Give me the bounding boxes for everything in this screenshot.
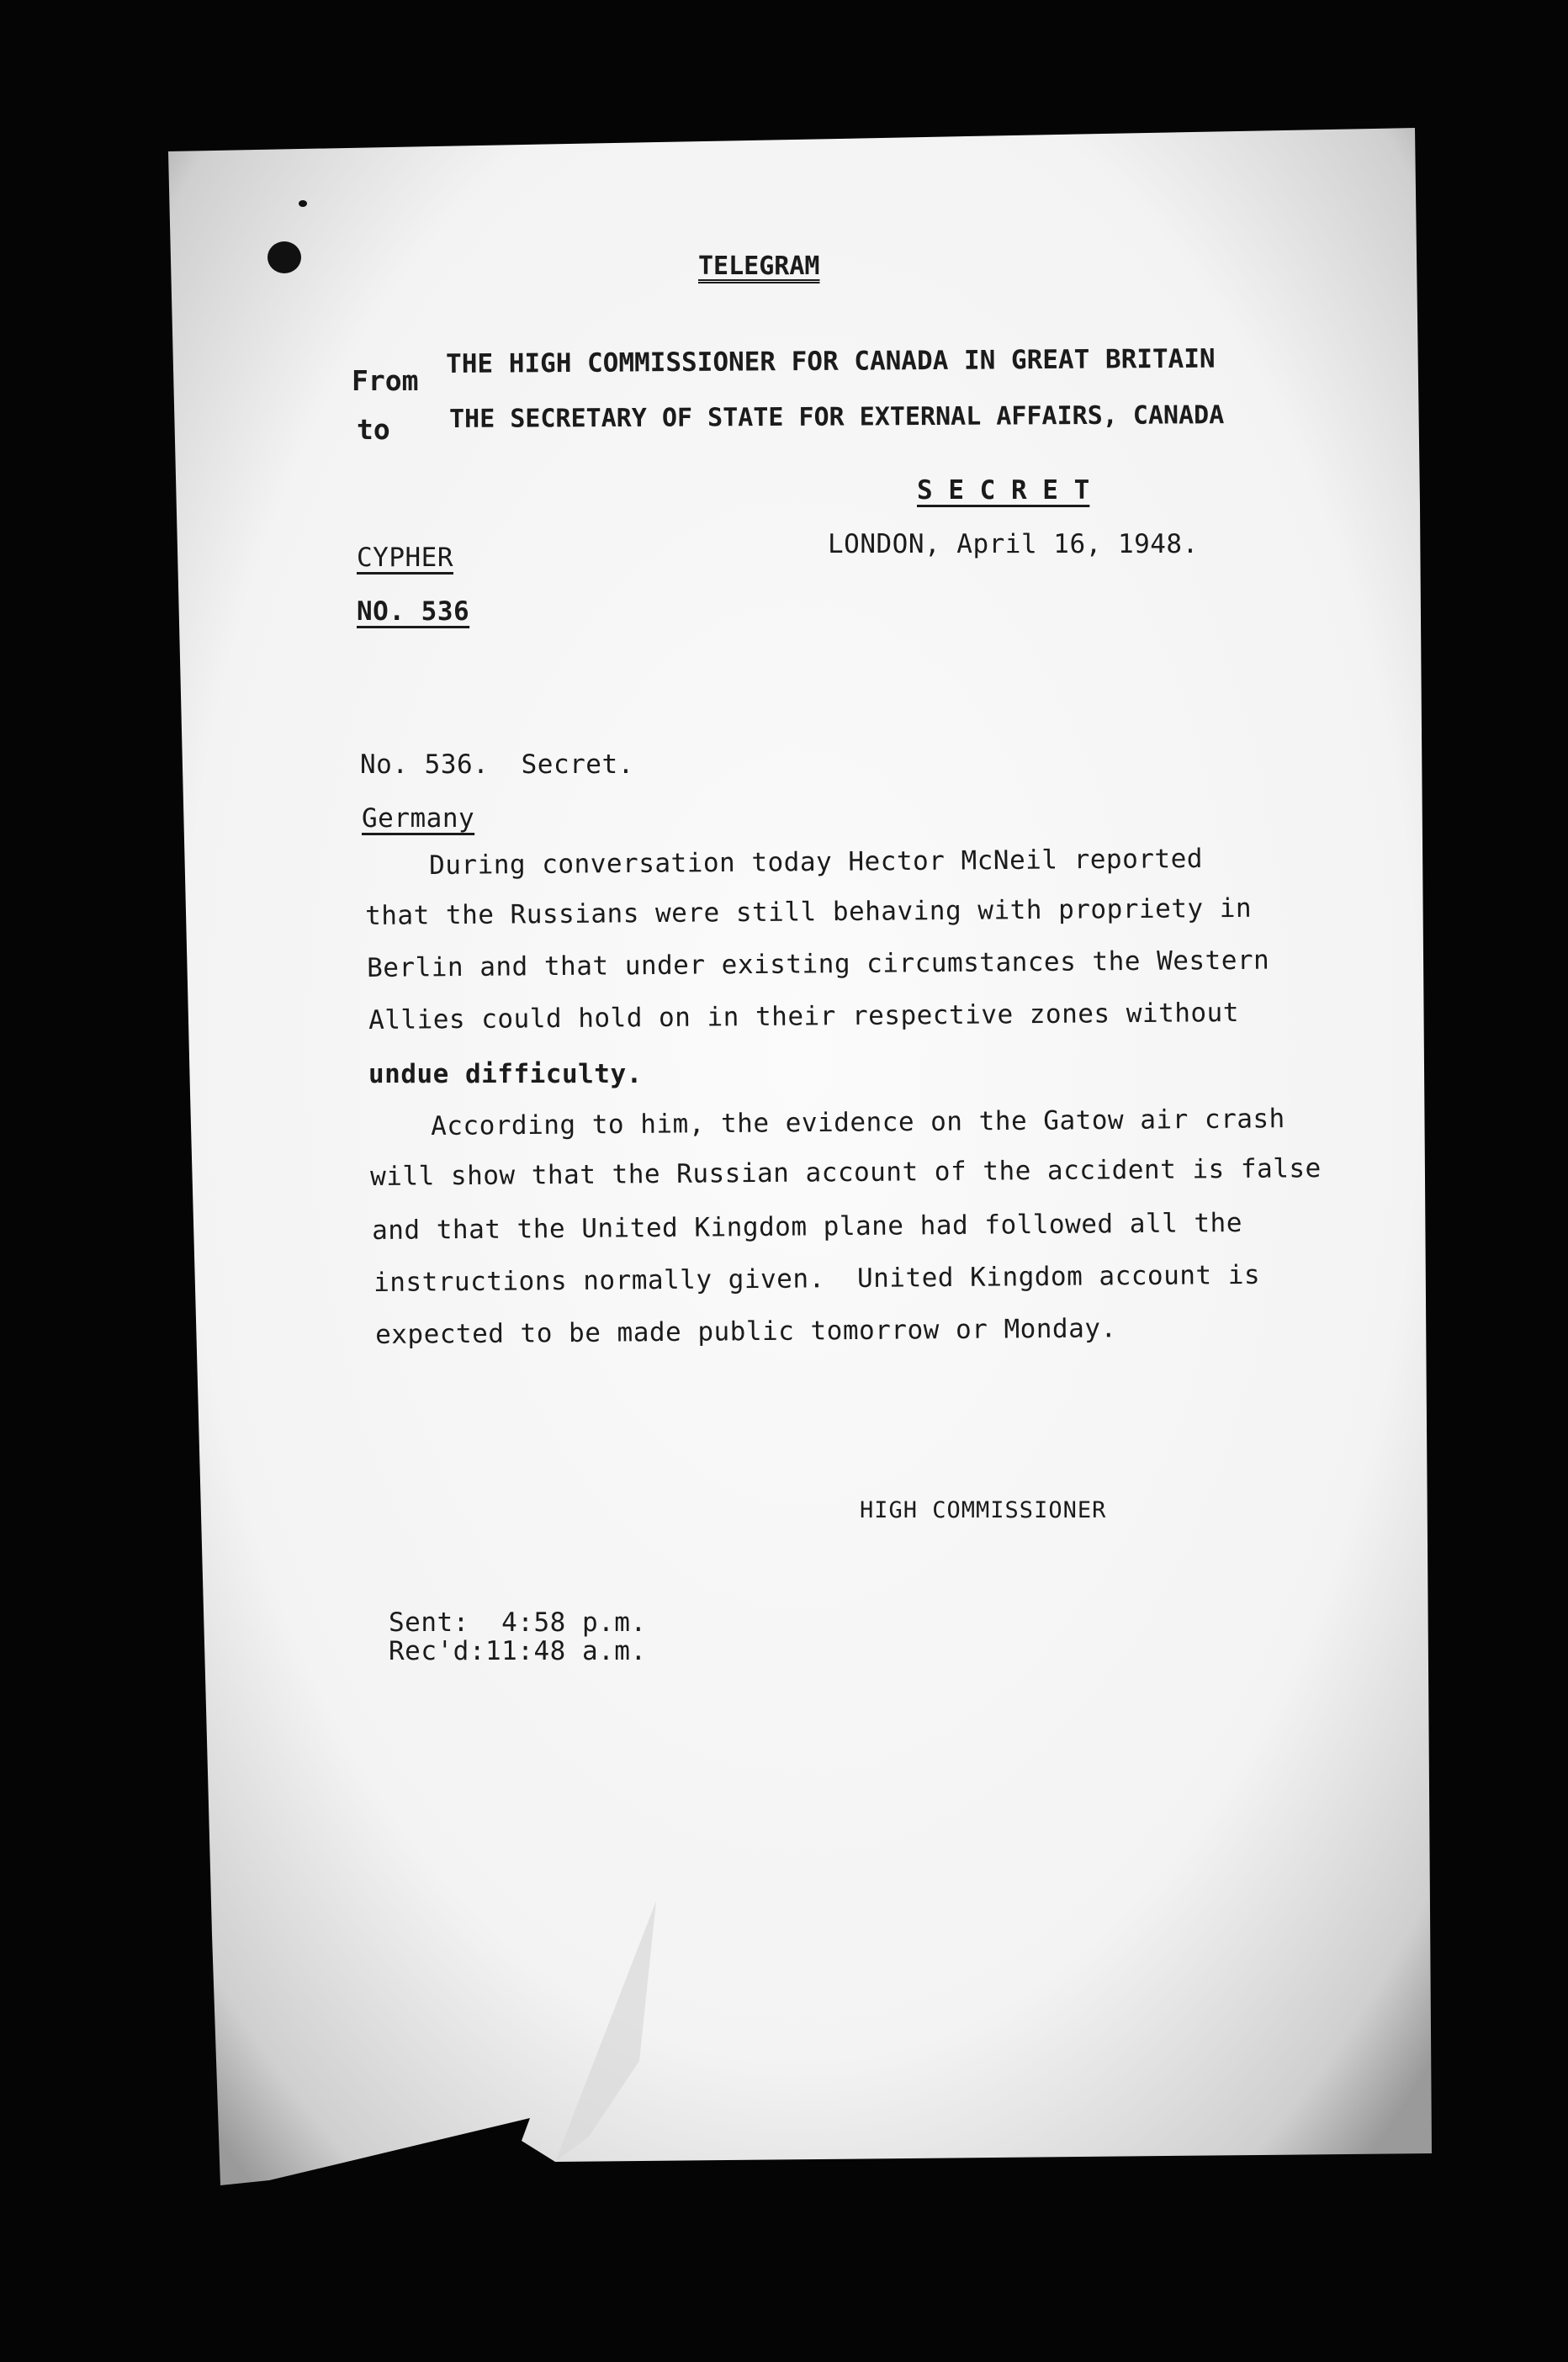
paragraph-2-line-5: expected to be made public tomorrow or Monday. xyxy=(374,1313,1117,1350)
paragraph-1-line-5: undue difficulty. xyxy=(368,1059,643,1089)
paragraph-1-line-4: Allies could hold on in their respective zones without xyxy=(368,997,1240,1035)
paragraph-1-line-1: During conversation today Hector McNeil reported xyxy=(428,843,1204,881)
classification-stamp: S E C R E T xyxy=(917,475,1090,506)
document-title: TELEGRAM xyxy=(698,252,820,281)
from-label: From xyxy=(352,364,419,397)
to-label: to xyxy=(357,413,390,446)
ink-blot xyxy=(268,241,301,273)
sent-time: Sent: 4:58 p.m. xyxy=(389,1607,647,1638)
message-reference: No. 536. Secret. xyxy=(360,749,634,780)
subject-heading: Germany xyxy=(362,803,475,834)
to-value: THE SECRETARY OF STATE FOR EXTERNAL AFFAIRS, CANADA xyxy=(448,400,1225,434)
paragraph-2-line-2: will show that the Russian account of the accident is false xyxy=(369,1153,1322,1192)
received-time: Rec'd:11:48 a.m. xyxy=(389,1636,647,1666)
signature-block: HIGH COMMISSIONER xyxy=(860,1497,1107,1523)
place-date: LONDON, April 16, 1948. xyxy=(828,529,1199,559)
paragraph-2-line-3: and that the United Kingdom plane had followed all the xyxy=(371,1207,1243,1246)
paragraph-1-line-2: that the Russians were still behaving with propriety in xyxy=(364,892,1253,931)
cypher-label: CYPHER xyxy=(357,543,453,573)
telegram-number: NO. 536 xyxy=(357,596,470,627)
paragraph-1-line-3: Berlin and that under existing circumstances the Western xyxy=(366,945,1270,983)
ink-speck xyxy=(299,200,307,207)
paragraph-2-line-4: instructions normally given. United Kingdom account is xyxy=(373,1259,1261,1298)
from-value: THE HIGH COMMISSIONER FOR CANADA IN GREAT BRITAIN xyxy=(445,343,1216,379)
paragraph-2-line-1: According to him, the evidence on the Gatow air crash xyxy=(430,1104,1285,1141)
